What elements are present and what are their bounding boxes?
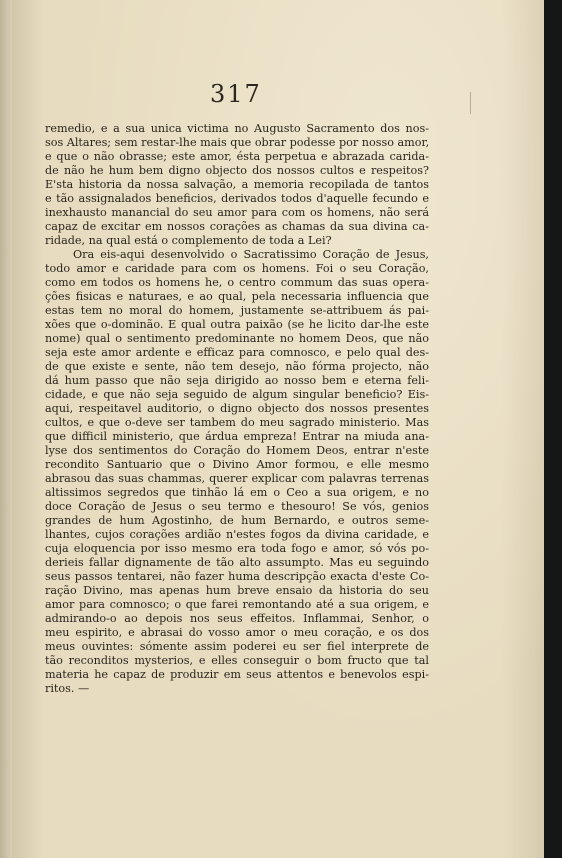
text-line: recondito Santuario que o Divino Amor formou, e elle mesmo [45, 458, 429, 471]
text-line: lyse dos sentimentos do Coração do Homem Deos, entrar n'este [45, 444, 429, 457]
text-line: inexhausto manancial do seu amor para com os homens, não será [45, 206, 429, 219]
text-line: cidade, e que não seja seguido de algum singular beneficio? Eis- [45, 388, 429, 401]
text-line: que difficil ministerio, que árdua empreza! Entrar na miuda ana- [45, 430, 429, 443]
text-line: materia he capaz de produzir em seus attentos e benevolos espi- [45, 668, 429, 681]
text-line: derieis fallar dignamente de tão alto assumpto. Mas eu seguindo [45, 556, 429, 569]
text-line: seja este amor ardente e efficaz para comnosco, e pelo qual des- [45, 346, 429, 359]
book-page [12, 0, 544, 858]
text-line: xões que o-dominão. E qual outra paixão (se he licito dar-lhe este [45, 318, 429, 331]
text-line: dá hum passo que não seja dirigido ao nosso bem e eterna feli- [45, 374, 429, 387]
text-line: sos Altares; sem restar-lhe mais que obrar podesse por nosso amor, [45, 136, 429, 149]
text-line: lhantes, cujos corações ardião n'estes fogos da divina caridade, e [45, 528, 429, 541]
text-line: capaz de excitar em nossos corações as chamas da sua divina ca- [45, 220, 429, 233]
text-line: ridade, na qual está o complemento de toda a Lei? [45, 234, 332, 247]
text-line: ração Divino, mas apenas hum breve ensaio da historia do seu [45, 584, 429, 597]
text-line: aqui, respeitavel auditorio, o digno objecto dos nossos presentes [45, 402, 429, 415]
text-line: ritos. — [45, 682, 90, 695]
text-line: de não he hum bem digno objecto dos nossos cultos e respeitos? [45, 164, 429, 177]
text-line: seus passos tentarei, não fazer huma descripção exacta d'este Co- [45, 570, 429, 583]
text-line: amor para comnosco; o que farei remontando até a sua origem, e [45, 598, 429, 611]
text-line: cuja eloquencia por isso mesmo era toda fogo e amor, só vós po- [45, 542, 429, 555]
text-line: nome) qual o sentimento predominante no homem Deos, que não [45, 332, 429, 345]
text-line: Ora eis-aqui desenvolvido o Sacratissimo Coração de Jesus, [73, 248, 429, 261]
facing-page-edge [0, 0, 12, 858]
text-line: meus ouvintes: sómente assim poderei eu ser fiel interprete de [45, 640, 429, 653]
text-line: doce Coração de Jesus o seu termo e thesouro! Se vós, genios [45, 500, 429, 513]
page-mark [470, 92, 471, 114]
text-line: E'sta historia da nossa salvação, a memoria recopilada de tantos [45, 178, 429, 191]
text-line: abrasou das suas chammas, querer explicar com palavras terrenas [45, 472, 429, 485]
page-number: 317 [210, 80, 262, 108]
body-text [45, 122, 429, 696]
text-line: grandes de hum Agostinho, de hum Bernardo, e outros seme- [45, 514, 429, 527]
text-line: remedio, e a sua unica victima no Augusto Sacramento dos nos- [45, 122, 429, 135]
text-line: estas tem no moral do homem, justamente se-attribuem ás pai- [45, 304, 429, 317]
text-line: como em todos os homens he, o centro commum das suas opera- [45, 276, 429, 289]
text-line: e que o não obrasse; este amor, ésta perpetua e abrazada carida- [45, 150, 429, 163]
text-line: cultos, e que o-deve ser tambem do meu sagrado ministerio. Mas [45, 416, 429, 429]
text-line: e tão assignalados beneficios, derivados todos d'aquelle fecundo e [45, 192, 429, 205]
text-line: ções fisicas e naturaes, e ao qual, pela necessaria influencia que [45, 290, 429, 303]
text-line: altissimos segredos que tinhão lá em o Ceo a sua origem, e no [45, 486, 429, 499]
text-line: todo amor e caridade para com os homens. Foi o seu Coração, [45, 262, 429, 275]
text-line: meu espirito, e abrasai do vosso amor o meu coração, e os dos [45, 626, 429, 639]
text-line: admirando-o ao depois nos seus effeitos. Inflammai, Senhor, o [45, 612, 429, 625]
text-line: tão reconditos mysterios, e elles conseguir o bom fructo que tal [45, 654, 429, 667]
text-line: de que existe e sente, não tem desejo, não fórma projecto, não [45, 360, 429, 373]
